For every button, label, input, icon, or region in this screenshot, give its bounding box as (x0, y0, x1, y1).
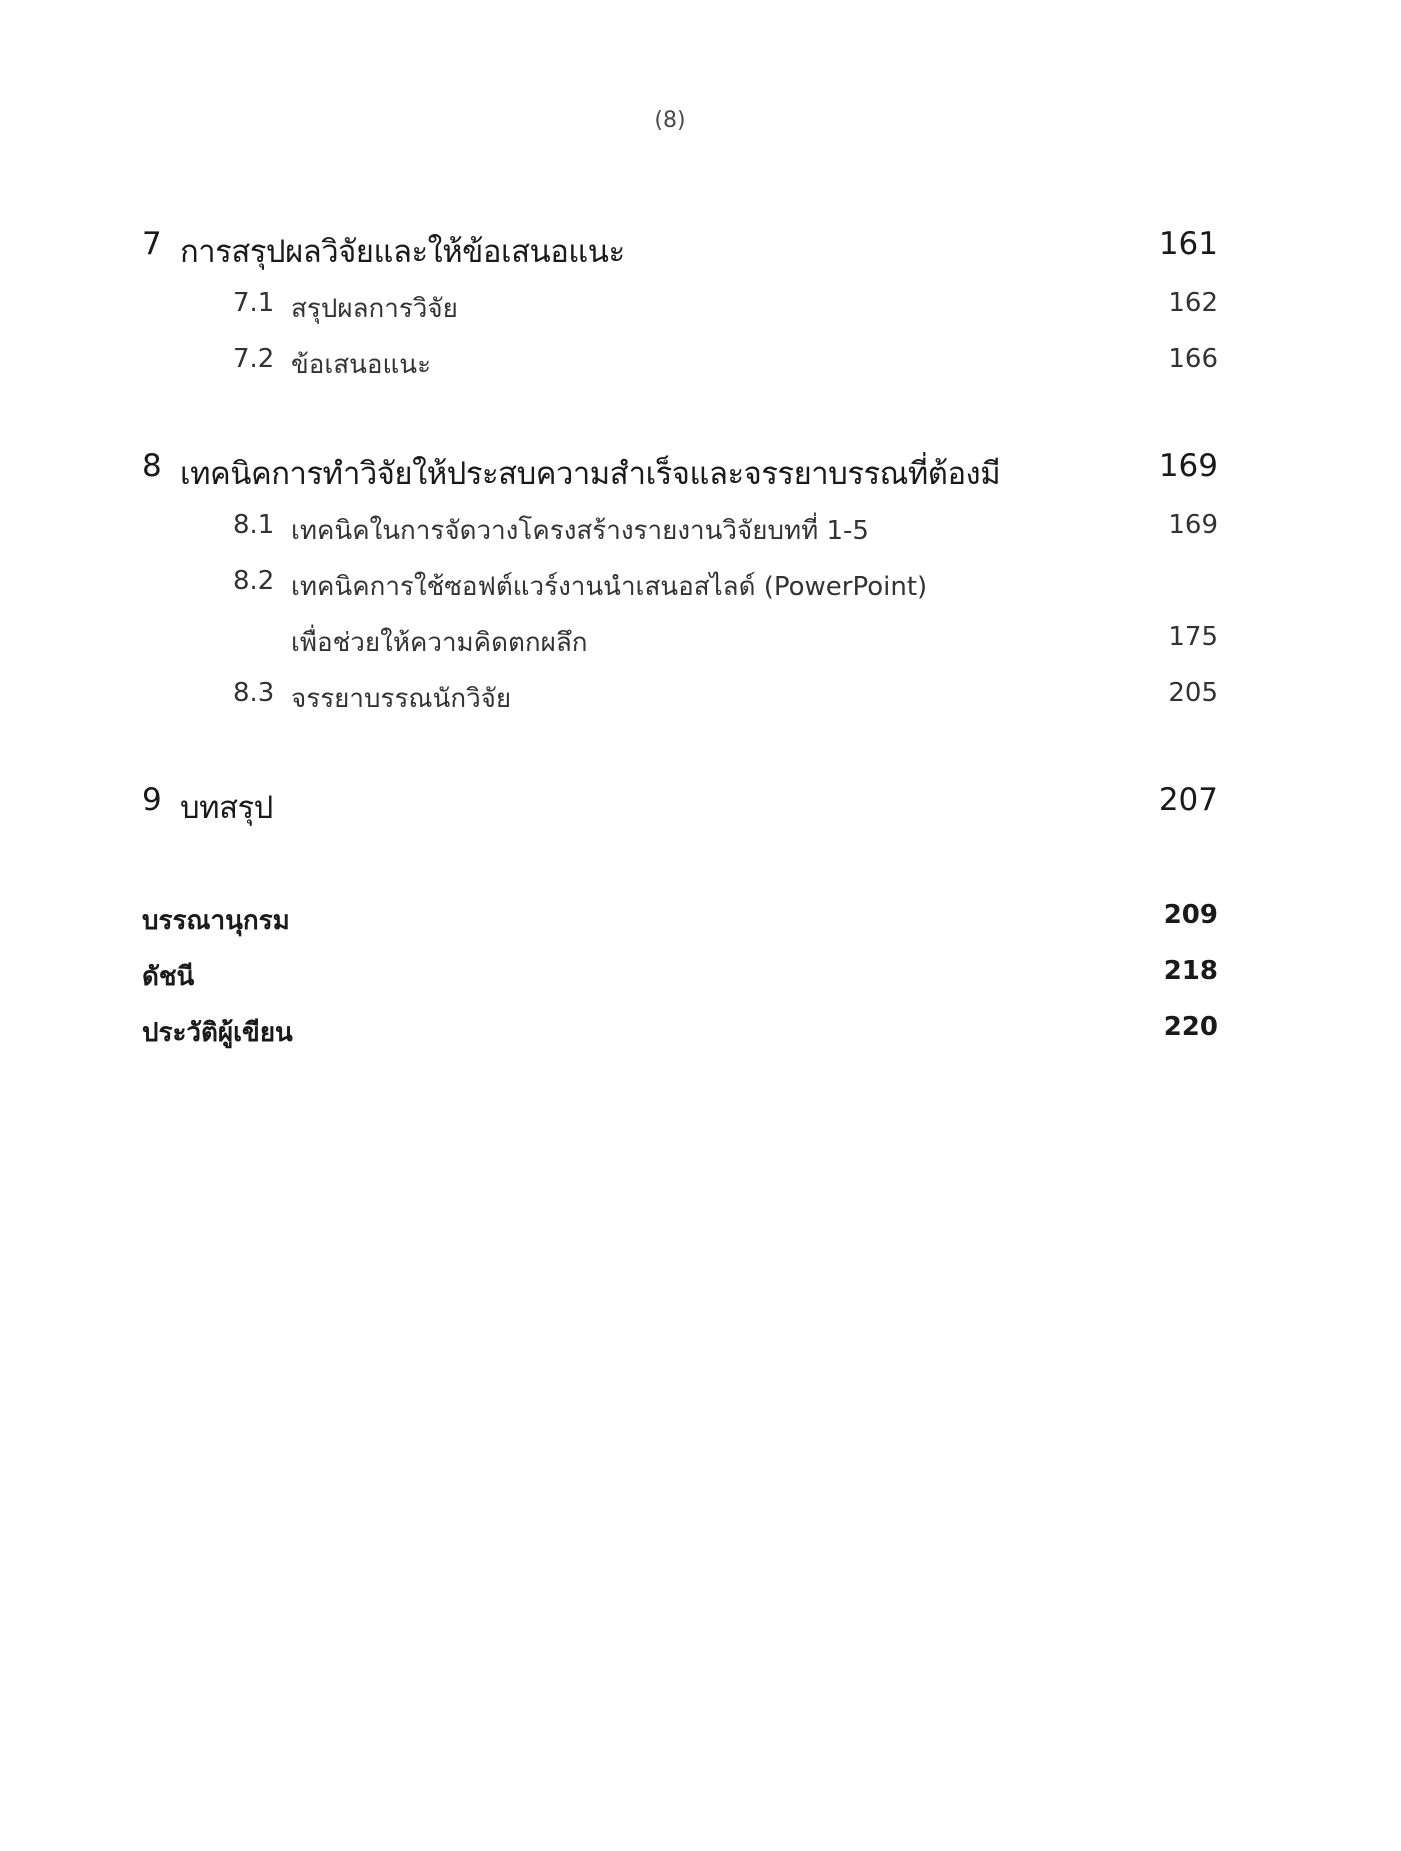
chapter-number: 8 (142, 448, 162, 484)
chapter-title: เทคนิคการทำวิจัยให้ประสบความสำเร็จและจรรยาบรรณที่ต้องมี (180, 456, 1001, 492)
toc-index[interactable] (0, 952, 1401, 1000)
back-matter-page: 209 (1163, 900, 1218, 930)
page-number: (8) (654, 108, 686, 133)
section-page: 166 (1168, 344, 1218, 374)
section-page: 205 (1168, 678, 1218, 708)
section-number: 8.3 (233, 678, 275, 708)
section-number: 7.1 (233, 288, 275, 318)
toc-chapter-9[interactable] (0, 782, 1401, 830)
section-page: 169 (1168, 510, 1218, 540)
chapter-title: บทสรุป (180, 790, 273, 826)
chapter-number: 7 (142, 226, 162, 262)
section-title: สรุปผลการวิจัย (291, 294, 458, 324)
back-matter-title: บรรณานุกรม (142, 906, 290, 936)
section-title: เทคนิคในการจัดวางโครงสร้างรายงานวิจัยบทที่ 1-5 (291, 516, 869, 546)
toc-chapter-7[interactable] (0, 226, 1401, 274)
back-matter-title: ประวัติผู้เขียน (142, 1018, 293, 1048)
section-title: เทคนิคการใช้ซอฟต์แวร์งานนำเสนอสไลด์ (PowerPoint) (291, 572, 928, 602)
section-number: 7.2 (233, 344, 275, 374)
toc-section-8-2[interactable] (0, 562, 1401, 610)
toc-section-8-2-continued[interactable] (0, 618, 1401, 666)
back-matter-page: 220 (1163, 1012, 1218, 1042)
toc-section-8-3[interactable] (0, 674, 1401, 722)
toc-author-bio[interactable] (0, 1008, 1401, 1056)
section-title-continued: เพื่อช่วยให้ความคิดตกผลึก (291, 628, 588, 658)
section-page: 162 (1168, 288, 1218, 318)
section-title: ข้อเสนอแนะ (291, 350, 432, 380)
section-title: จรรยาบรรณนักวิจัย (291, 684, 512, 714)
toc-section-7-1[interactable] (0, 284, 1401, 332)
back-matter-page: 218 (1163, 956, 1218, 986)
section-page: 175 (1168, 622, 1218, 652)
toc-bibliography[interactable] (0, 896, 1401, 944)
chapter-title: การสรุปผลวิจัยและให้ข้อเสนอแนะ (180, 234, 625, 270)
chapter-number: 9 (142, 782, 162, 818)
section-number: 8.1 (233, 510, 275, 540)
back-matter-title: ดัชนี (142, 962, 195, 992)
chapter-page: 161 (1158, 226, 1218, 262)
toc-chapter-8[interactable] (0, 448, 1401, 496)
chapter-page: 207 (1158, 782, 1218, 818)
toc-section-8-1[interactable] (0, 506, 1401, 554)
section-number: 8.2 (233, 566, 275, 596)
toc-section-7-2[interactable] (0, 340, 1401, 388)
chapter-page: 169 (1158, 448, 1218, 484)
